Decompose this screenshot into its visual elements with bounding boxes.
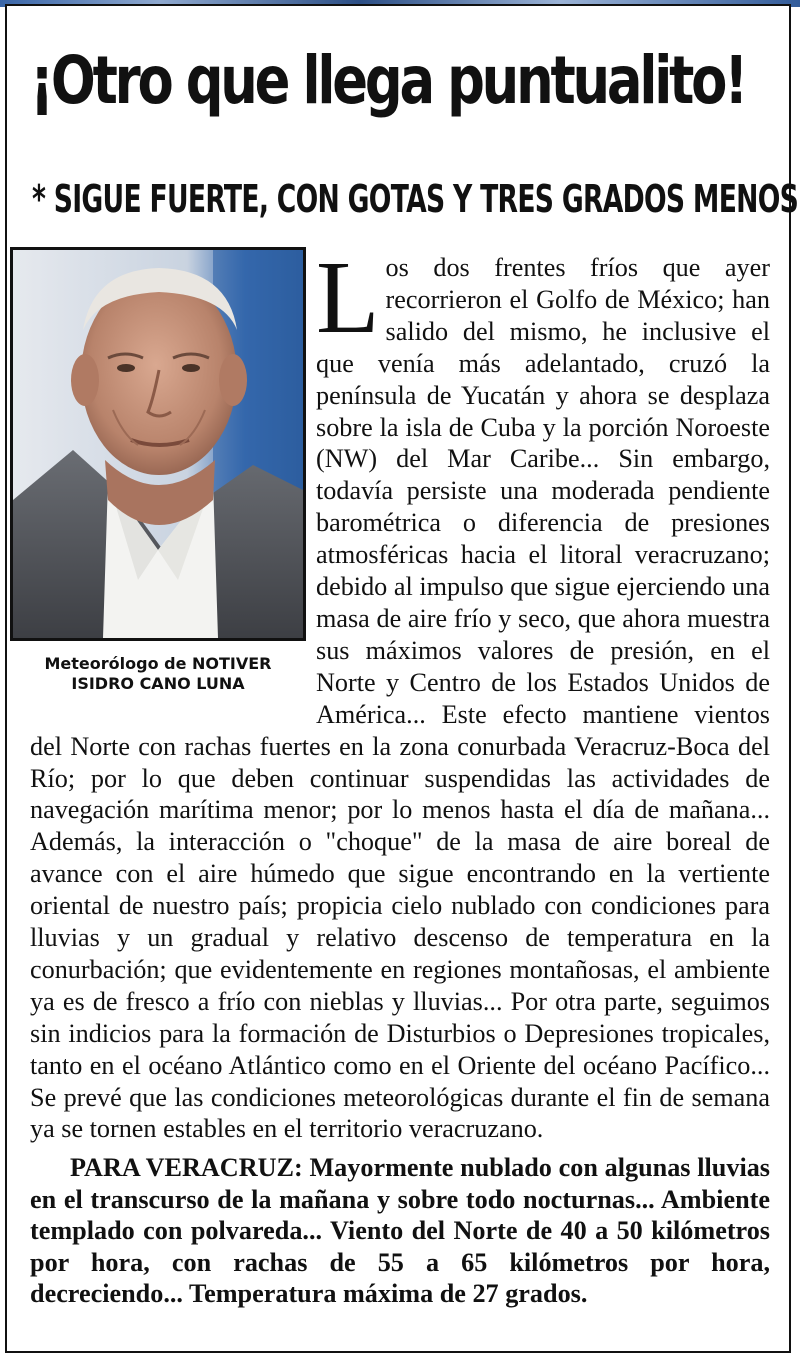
- caption-line-1: Meteorólogo de NOTIVER: [44, 654, 272, 673]
- drop-cap: L: [316, 240, 380, 355]
- caption-line-2: ISIDRO CANO LUNA: [71, 674, 245, 693]
- photo-wrap-spacer: [30, 252, 316, 722]
- article-paragraph-1: os dos frentes fríos que ayer recorrieron el Golfo de México; han salido del mismo, he inclusive el que venía más adelantado, cruzó la península de Yucatán y ahora se desplaza sobre la isla de Cuba y la porción Noroeste (NW) del Mar Caribe... Sin embargo, todavía persiste una moderada pendiente barométrica o diferencia de presiones atmosféricas hacia el litoral veracruzano; debido al impulso que sigue ejerciendo una masa de aire frío y seco, que ahora muestra sus máximos valores de presión, en el Norte y Centro de los Estados Unidos de América... Este efecto mantiene vientos del Norte con rachas fuertes en la zona conurbada Veracruz-Boca del Río; por lo que deben continuar suspendidas las actividades de navegación marítima menor; por lo menos hasta el día de mañana... Además, la interacción o "choque" de la masa de aire boreal de avance con el aire húmedo que sigue encontrando en la vertiente oriental de nuestro país; propicia cielo nublado con condiciones para lluvias y un gradual y relativo descenso de temperatura en la conurbación; que evidentemente en regiones montañosas, el ambiente ya es de fresco a frío con nieblas y lluvias... Por otra parte, seguimos sin indicios para la formación de Disturbios o Depresiones tropicales, tanto en el océano Atlántico como en el Oriente del océano Pacífico... Se prevé que las condiciones meteorológicas durante el fin de semana ya se tornen estables en el territorio veracruzano.: [30, 253, 770, 1144]
- headline: ¡Otro que llega puntualito!: [30, 42, 746, 119]
- veracruz-forecast: PARA VERACRUZ: Mayormente nublado con algunas lluvias en el transcurso de la mañana y sobre todo nocturnas... Ambiente templado con polvareda... Viento del Norte de 40 a 50 kilómetros por hora, con rachas de 55 a 65 kilómetros por hora, decreciendo... Temperatura máxima de 27 grados.: [30, 1153, 770, 1308]
- article-body: [30, 240, 770, 1145]
- subheadline: * SIGUE FUERTE, CON GOTAS Y TRES GRADOS MENOS: [32, 177, 799, 221]
